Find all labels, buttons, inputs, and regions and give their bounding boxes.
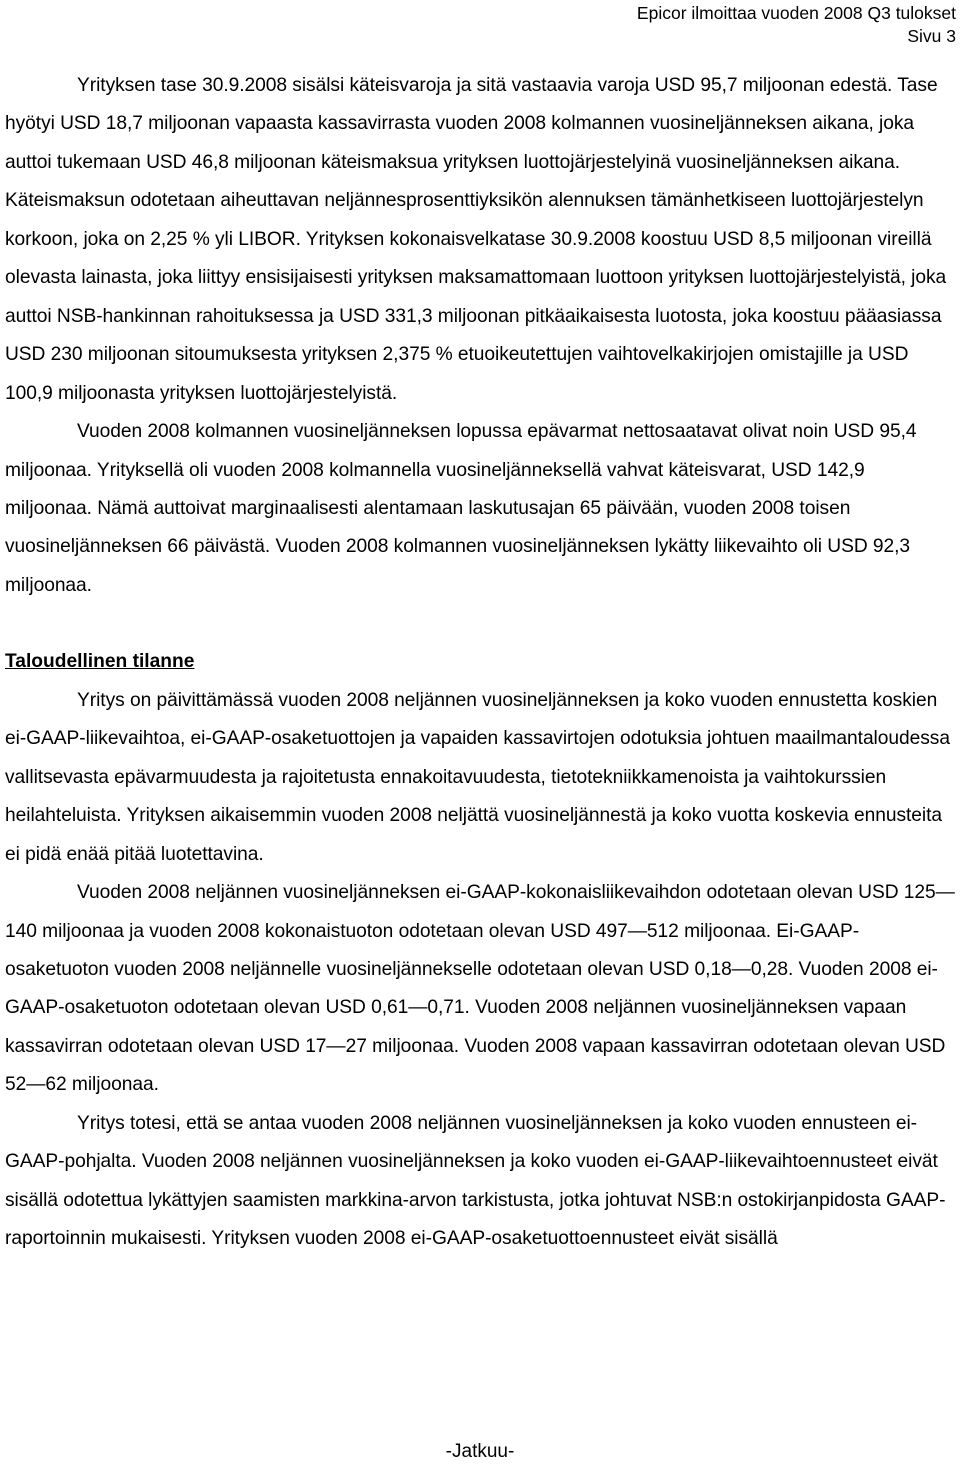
page-header [637, 2, 956, 48]
document-title: Epicor ilmoittaa vuoden 2008 Q3 tulokset [636, 3, 956, 23]
paragraph-receivables: Vuoden 2008 kolmannen vuosineljänneksen lopussa epävarmat nettosaatavat olivat noin USD 95,4 miljoonaa. Yrityksellä oli vuoden 2008 kolmannella vuosineljänneksellä vahvat käteisvarat, USD 142,9 miljoonaa. Nämä auttoivat marginaalisesti alentamaan laskutusajan 65 päivään, vuoden 2008 toisen vuosineljänneksen 66 päivästä. Vuoden 2008 kolmannen vuosineljänneksen lykätty liikevaihto oli USD 92,3 miljoonaa. [5, 421, 917, 596]
paragraph-balance-sheet: Yrityksen tase 30.9.2008 sisälsi käteisvaroja ja sitä vastaavia varoja USD 95,7 miljoonan edestä. Tase hyötyi USD 18,7 miljoonan vapaasta kassavirrasta vuoden 2008 kolmannen vuosineljänneksen aikana, joka auttoi tukemaan USD 46,8 miljoonan käteismaksua yrityksen luottojärjestelyinä vuosineljänneksen aikana. Käteismaksun odotetaan aiheuttavan neljännesprosenttiyksikön alennuksen tämänhetkiseen luottojärjestelyn korkoon, joka on 2,25 % yli LIBOR. Yrityksen kokonaisvelkatase 30.9.2008 koostuu USD 8,5 miljoonan vireillä olevasta lainasta, joka liittyy ensisijaisesti yrityksen maksamattomaan luottoon yrityksen luottojärjestelyistä, joka auttoi NSB-hankinnan rahoituksessa ja USD 331,3 miljoonan pitkäaikaisesta luotosta, joka koostuu pääasiassa USD 230 miljoonan sitoumuksesta yrityksen 2,375 % etuoikeutettujen vaihtovelkakirjojen omistajille ja USD 100,9 miljoonasta yrityksen luottojärjestelyistä. [5, 75, 947, 404]
continued-marker: -Jatkuu- [445, 1441, 515, 1462]
page-number: Sivu 3 [907, 26, 956, 46]
paragraph-outlook: Yritys on päivittämässä vuoden 2008 neljännen vuosineljänneksen ja koko vuoden ennustetta koskien ei-GAAP-liikevaihtoa, ei-GAAP-osaketuottojen ja vapaiden kassavirtojen odotuksia johtuen maailmantaloudessa vallitsevasta epävarmuudesta ja rajoitetusta ennakoitavuudesta, tietotekniikkamenoista ja vaihtokurssien heilahteluista. Yrityksen aikaisemmin vuoden 2008 neljättä vuosineljännestä ja koko vuotta koskevia ennusteita ei pidä enää pitää luotettavina. [5, 689, 950, 865]
paragraph-non-gaap: Yritys totesi, että se antaa vuoden 2008 neljännen vuosineljänneksen ja koko vuoden ennusteen ei-GAAP-pohjalta. Vuoden 2008 neljännen vuosineljänneksen ja koko vuoden ei-GAAP-liikevaihtoennusteet eivät sisällä odotettua lykättyjen saamisten markkina-arvon tarkistusta, jotka johtuvat NSB:n ostokirjanpidosta GAAP-raportoinnin mukaisesti. Yrityksen vuoden 2008 ei-GAAP-osaketuottoennusteet eivät sisällä [5, 1112, 946, 1250]
section-heading: Taloudellinen tilanne [5, 651, 195, 673]
document-body [5, 67, 955, 1259]
paragraph-guidance: Vuoden 2008 neljännen vuosineljänneksen ei-GAAP-kokonaisliikevaihdon odotetaan olevan USD 125—140 miljoonaa ja vuoden 2008 kokonaistuoton odotetaan olevan USD 497—512 miljoonaa. Ei-GAAP-osaketuoton vuoden 2008 neljännelle vuosineljännekselle odotetaan olevan USD 0,18—0,28. Vuoden 2008 ei-GAAP-osaketuoton odotetaan olevan USD 0,61—0,71. Vuoden 2008 neljännen vuosineljänneksen vapaan kassavirran odotetaan olevan USD 17—27 miljoonaa. Vuoden 2008 vapaan kassavirran odotetaan olevan USD 52—62 miljoonaa. [5, 882, 955, 1096]
